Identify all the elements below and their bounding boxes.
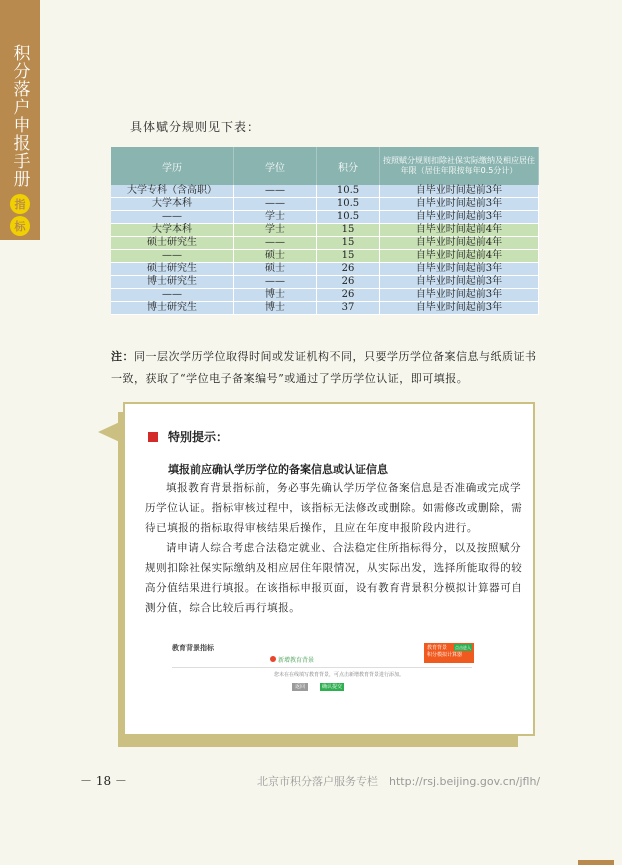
table-row [111,211,539,224]
tip-heading-text: 特别提示： [168,430,229,444]
table-row [111,263,539,276]
screenshot-divider [172,667,472,668]
table-cell: 26 [317,289,380,302]
badge-char-2: 标 [10,216,30,236]
screenshot-hint: 您未在在线填写教育背景，可点击新增教育背景进行添加。 [274,672,405,678]
table-cell: —— [111,211,234,224]
table-cell: —— [234,237,317,250]
table-cell: 硕士 [234,263,317,276]
calc-line-1: 教育背景 [427,645,448,651]
corner-tab [578,860,614,865]
table-row [111,250,539,263]
table-cell: 学士 [234,211,317,224]
page-number: － 18 － [80,774,127,788]
header-education: 学历 [111,147,234,185]
table-cell: 自毕业时间起前4年 [380,224,539,237]
table-cell: 大学本科 [111,198,234,211]
table-cell: 大学本科 [111,224,234,237]
table-cell: 自毕业时间起前4年 [380,250,539,263]
table-cell: 10.5 [317,198,380,211]
screenshot-add-link: 新增教育背景 [278,657,315,664]
note-label: 注： [111,350,134,363]
table-cell: 10.5 [317,185,380,198]
header-deduction: 按照赋分规则扣除社保实际缴纳及相应居住年限（居住年限按每年0.5分计） [380,147,539,185]
table-row [111,289,539,302]
table-cell: 10.5 [317,211,380,224]
table-cell: —— [234,276,317,289]
screenshot-submit-button: 确认提交 [321,684,342,690]
table-cell: 26 [317,263,380,276]
tip-heading [148,428,228,445]
table-cell: 博士 [234,289,317,302]
table-cell: 博士研究生 [111,276,234,289]
side-tab-title: 积分落户申报手册 [9,44,30,188]
table-cell: 大学专科（含高职） [111,185,234,198]
table-cell: 硕士 [234,250,317,263]
table-cell: 博士 [234,302,317,315]
table-cell: 15 [317,250,380,263]
table-row [111,198,539,211]
red-square-icon [148,432,158,442]
tip-body [145,478,523,618]
table-row [111,276,539,289]
table-row [111,224,539,237]
header-degree: 学位 [234,147,317,185]
intro-text: 具体赋分规则见下表： [130,120,261,134]
add-icon [270,656,276,662]
calc-tag: 点击进入 [455,645,471,650]
footer-site: 北京市积分落户服务专栏 http://rsj.beijing.gov.cn/jflh/ [257,775,541,788]
screenshot-back-button: 返回 [292,683,308,691]
table-cell: 博士研究生 [111,302,234,315]
tip-subheading: 填报前应确认学历学位的备案信息或认证信息 [168,463,388,476]
table-cell: 自毕业时间起前3年 [380,198,539,211]
tip-paragraph-1: 填报教育背景指标前，务必事先确认学历学位备案信息是否准确或完成学历学位认证。指标审核过程中，该指标无法修改或删除。如需修改或删除，需待已填报的指标取得审核结果后操作，且应在年度申报阶段内进行。 [145,482,523,534]
side-tab [0,0,40,240]
table-cell: —— [111,250,234,263]
table-cell: —— [234,185,317,198]
table-cell: 26 [317,276,380,289]
table-cell: 自毕业时间起前4年 [380,237,539,250]
table-cell: 15 [317,224,380,237]
table-row [111,302,539,315]
screenshot-title: 教育背景指标 [172,644,214,652]
table-row [111,185,539,198]
note-text: 同一层次学历学位取得时间或发证机构不同，只要学历学位备案信息与纸质证书一致，获取了“学位电子备案编号”或通过了学历学位认证，即可填报。 [111,350,537,385]
table-cell: 硕士研究生 [111,263,234,276]
header-score: 积分 [317,147,380,185]
screenshot-calculator-banner [424,643,474,663]
table-cell: —— [111,289,234,302]
table-cell: 自毕业时间起前3年 [380,263,539,276]
embedded-screenshot [168,641,476,693]
table-cell: 37 [317,302,380,315]
tip-box-notch [98,420,124,444]
table-cell: 学士 [234,224,317,237]
table-row [111,237,539,250]
table-cell: 自毕业时间起前3年 [380,211,539,224]
table-cell: 15 [317,237,380,250]
table-cell: 自毕业时间起前3年 [380,289,539,302]
table-cell: 硕士研究生 [111,237,234,250]
scoring-table [111,147,539,315]
table-cell: 自毕业时间起前3年 [380,302,539,315]
badge-char-1: 指 [10,194,30,214]
table-cell: 自毕业时间起前3年 [380,185,539,198]
table-cell: —— [234,198,317,211]
note [111,346,539,390]
table-cell: 自毕业时间起前3年 [380,276,539,289]
tip-paragraph-2: 请申请人综合考虑合法稳定就业、合法稳定住所指标得分，以及按照赋分规则扣除社保实际缴纳及相应居住年限情况，从实际出发，选择所能取得的较高分值结果进行填报。在该指标申报页面，设有教育背景积分模拟计算器可自测分值，综合比较后再行填报。 [145,542,523,614]
calc-line-2: 积分模拟计算器 [427,652,463,658]
